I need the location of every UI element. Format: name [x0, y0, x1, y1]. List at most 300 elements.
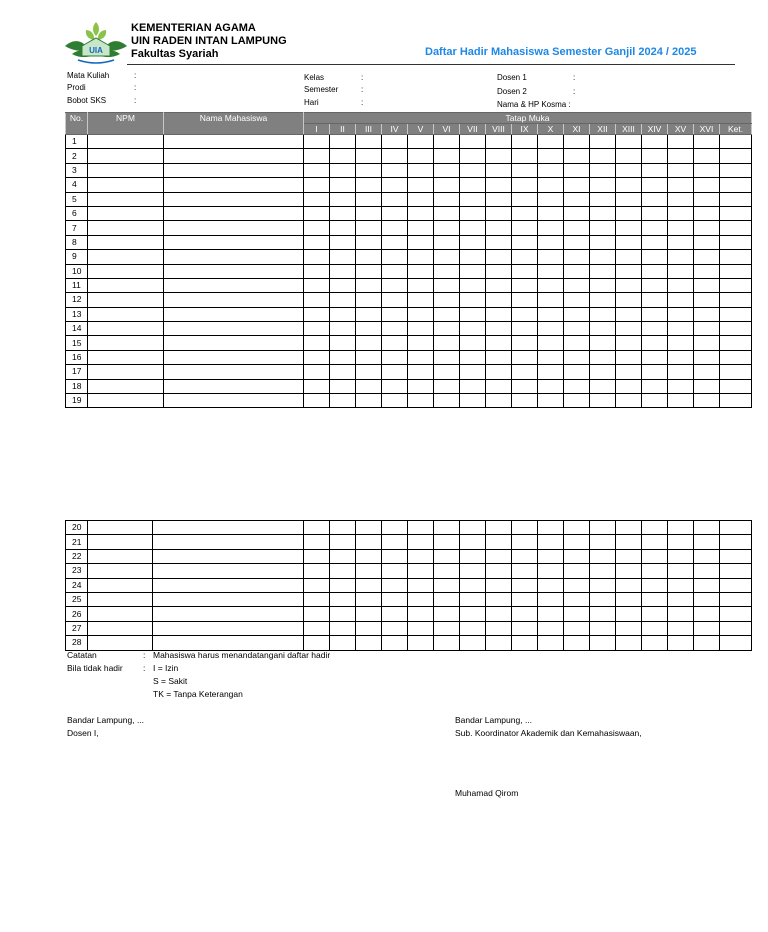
attendance-cell[interactable]: [512, 535, 538, 549]
attendance-cell[interactable]: [590, 264, 616, 278]
attendance-cell[interactable]: [330, 163, 356, 177]
attendance-cell[interactable]: [434, 350, 460, 364]
attendance-cell[interactable]: [668, 278, 694, 292]
attendance-cell[interactable]: [330, 178, 356, 192]
attendance-cell[interactable]: [564, 235, 590, 249]
attendance-cell[interactable]: [486, 192, 512, 206]
attendance-cell[interactable]: [642, 235, 668, 249]
attendance-cell[interactable]: [616, 350, 642, 364]
attendance-cell[interactable]: [616, 621, 642, 635]
attendance-cell[interactable]: [460, 621, 486, 635]
attendance-cell[interactable]: [642, 192, 668, 206]
attendance-cell[interactable]: [668, 206, 694, 220]
attendance-cell[interactable]: [460, 163, 486, 177]
attendance-cell[interactable]: [486, 235, 512, 249]
attendance-cell[interactable]: [590, 293, 616, 307]
attendance-cell[interactable]: [642, 535, 668, 549]
attendance-cell[interactable]: [538, 636, 564, 650]
attendance-cell[interactable]: [694, 135, 720, 149]
attendance-cell[interactable]: [538, 365, 564, 379]
attendance-cell[interactable]: [356, 365, 382, 379]
npm-cell[interactable]: [88, 394, 164, 408]
attendance-cell[interactable]: [616, 336, 642, 350]
attendance-cell[interactable]: [408, 278, 434, 292]
attendance-cell[interactable]: [538, 394, 564, 408]
attendance-cell[interactable]: [330, 394, 356, 408]
attendance-cell[interactable]: [720, 394, 752, 408]
attendance-cell[interactable]: [512, 163, 538, 177]
attendance-cell[interactable]: [486, 365, 512, 379]
attendance-cell[interactable]: [408, 621, 434, 635]
attendance-cell[interactable]: [538, 293, 564, 307]
attendance-cell[interactable]: [304, 549, 330, 563]
attendance-cell[interactable]: [330, 206, 356, 220]
attendance-cell[interactable]: [434, 235, 460, 249]
attendance-cell[interactable]: [356, 178, 382, 192]
attendance-cell[interactable]: [512, 322, 538, 336]
attendance-cell[interactable]: [512, 221, 538, 235]
attendance-cell[interactable]: [330, 564, 356, 578]
attendance-cell[interactable]: [460, 336, 486, 350]
attendance-cell[interactable]: [590, 521, 616, 535]
attendance-cell[interactable]: [460, 250, 486, 264]
attendance-cell[interactable]: [434, 578, 460, 592]
npm-cell[interactable]: [88, 578, 153, 592]
attendance-cell[interactable]: [694, 178, 720, 192]
attendance-cell[interactable]: [434, 178, 460, 192]
attendance-cell[interactable]: [382, 621, 408, 635]
attendance-cell[interactable]: [720, 607, 752, 621]
attendance-cell[interactable]: [512, 264, 538, 278]
attendance-cell[interactable]: [408, 192, 434, 206]
name-cell[interactable]: [153, 592, 304, 606]
attendance-cell[interactable]: [330, 578, 356, 592]
attendance-cell[interactable]: [512, 365, 538, 379]
npm-cell[interactable]: [88, 307, 164, 321]
name-cell[interactable]: [153, 636, 304, 650]
attendance-cell[interactable]: [330, 149, 356, 163]
attendance-cell[interactable]: [512, 278, 538, 292]
attendance-cell[interactable]: [668, 607, 694, 621]
attendance-cell[interactable]: [408, 149, 434, 163]
attendance-cell[interactable]: [356, 293, 382, 307]
attendance-cell[interactable]: [616, 394, 642, 408]
name-cell[interactable]: [164, 336, 304, 350]
attendance-cell[interactable]: [564, 264, 590, 278]
attendance-cell[interactable]: [330, 535, 356, 549]
attendance-cell[interactable]: [538, 192, 564, 206]
attendance-cell[interactable]: [564, 336, 590, 350]
attendance-cell[interactable]: [642, 564, 668, 578]
attendance-cell[interactable]: [564, 192, 590, 206]
attendance-cell[interactable]: [668, 350, 694, 364]
attendance-cell[interactable]: [512, 394, 538, 408]
attendance-cell[interactable]: [486, 250, 512, 264]
attendance-cell[interactable]: [538, 379, 564, 393]
attendance-cell[interactable]: [408, 135, 434, 149]
attendance-cell[interactable]: [512, 235, 538, 249]
attendance-cell[interactable]: [486, 322, 512, 336]
attendance-cell[interactable]: [564, 535, 590, 549]
attendance-cell[interactable]: [538, 307, 564, 321]
attendance-cell[interactable]: [720, 192, 752, 206]
attendance-cell[interactable]: [408, 564, 434, 578]
attendance-cell[interactable]: [590, 192, 616, 206]
attendance-cell[interactable]: [304, 135, 330, 149]
attendance-cell[interactable]: [382, 149, 408, 163]
attendance-cell[interactable]: [694, 394, 720, 408]
name-cell[interactable]: [153, 521, 304, 535]
attendance-cell[interactable]: [564, 250, 590, 264]
name-cell[interactable]: [164, 307, 304, 321]
attendance-cell[interactable]: [616, 206, 642, 220]
attendance-cell[interactable]: [616, 564, 642, 578]
attendance-cell[interactable]: [590, 535, 616, 549]
attendance-cell[interactable]: [564, 135, 590, 149]
attendance-cell[interactable]: [304, 350, 330, 364]
attendance-cell[interactable]: [616, 163, 642, 177]
attendance-cell[interactable]: [382, 636, 408, 650]
attendance-cell[interactable]: [330, 307, 356, 321]
attendance-cell[interactable]: [486, 394, 512, 408]
npm-cell[interactable]: [88, 521, 153, 535]
attendance-cell[interactable]: [642, 307, 668, 321]
attendance-cell[interactable]: [304, 235, 330, 249]
attendance-cell[interactable]: [564, 564, 590, 578]
attendance-cell[interactable]: [460, 535, 486, 549]
npm-cell[interactable]: [88, 350, 164, 364]
attendance-cell[interactable]: [642, 149, 668, 163]
attendance-cell[interactable]: [408, 336, 434, 350]
attendance-cell[interactable]: [616, 322, 642, 336]
attendance-cell[interactable]: [564, 621, 590, 635]
attendance-cell[interactable]: [564, 521, 590, 535]
attendance-cell[interactable]: [538, 278, 564, 292]
name-cell[interactable]: [164, 221, 304, 235]
attendance-cell[interactable]: [590, 350, 616, 364]
attendance-cell[interactable]: [460, 293, 486, 307]
attendance-cell[interactable]: [720, 264, 752, 278]
attendance-cell[interactable]: [538, 178, 564, 192]
attendance-cell[interactable]: [304, 394, 330, 408]
attendance-cell[interactable]: [434, 264, 460, 278]
name-cell[interactable]: [153, 549, 304, 563]
attendance-cell[interactable]: [330, 607, 356, 621]
attendance-cell[interactable]: [460, 264, 486, 278]
npm-cell[interactable]: [88, 636, 153, 650]
npm-cell[interactable]: [88, 250, 164, 264]
attendance-cell[interactable]: [642, 621, 668, 635]
attendance-cell[interactable]: [512, 206, 538, 220]
attendance-cell[interactable]: [512, 293, 538, 307]
attendance-cell[interactable]: [668, 394, 694, 408]
attendance-cell[interactable]: [330, 278, 356, 292]
attendance-cell[interactable]: [330, 264, 356, 278]
attendance-cell[interactable]: [668, 365, 694, 379]
attendance-cell[interactable]: [720, 365, 752, 379]
attendance-cell[interactable]: [720, 221, 752, 235]
attendance-cell[interactable]: [616, 549, 642, 563]
attendance-cell[interactable]: [642, 135, 668, 149]
attendance-cell[interactable]: [434, 293, 460, 307]
npm-cell[interactable]: [88, 379, 164, 393]
name-cell[interactable]: [164, 192, 304, 206]
attendance-cell[interactable]: [486, 163, 512, 177]
attendance-cell[interactable]: [616, 307, 642, 321]
attendance-cell[interactable]: [668, 149, 694, 163]
attendance-cell[interactable]: [382, 549, 408, 563]
attendance-cell[interactable]: [408, 221, 434, 235]
attendance-cell[interactable]: [460, 592, 486, 606]
attendance-cell[interactable]: [408, 206, 434, 220]
name-cell[interactable]: [153, 578, 304, 592]
attendance-cell[interactable]: [616, 221, 642, 235]
attendance-cell[interactable]: [330, 293, 356, 307]
attendance-cell[interactable]: [434, 535, 460, 549]
attendance-cell[interactable]: [512, 307, 538, 321]
attendance-cell[interactable]: [356, 336, 382, 350]
attendance-cell[interactable]: [330, 592, 356, 606]
attendance-cell[interactable]: [512, 250, 538, 264]
npm-cell[interactable]: [88, 592, 153, 606]
attendance-cell[interactable]: [642, 350, 668, 364]
attendance-cell[interactable]: [434, 221, 460, 235]
attendance-cell[interactable]: [668, 163, 694, 177]
attendance-cell[interactable]: [382, 535, 408, 549]
attendance-cell[interactable]: [538, 607, 564, 621]
attendance-cell[interactable]: [590, 564, 616, 578]
attendance-cell[interactable]: [538, 521, 564, 535]
attendance-cell[interactable]: [720, 535, 752, 549]
attendance-cell[interactable]: [434, 394, 460, 408]
attendance-cell[interactable]: [460, 521, 486, 535]
attendance-cell[interactable]: [382, 206, 408, 220]
attendance-cell[interactable]: [330, 135, 356, 149]
attendance-cell[interactable]: [330, 365, 356, 379]
attendance-cell[interactable]: [460, 350, 486, 364]
attendance-cell[interactable]: [668, 549, 694, 563]
npm-cell[interactable]: [88, 192, 164, 206]
attendance-cell[interactable]: [694, 235, 720, 249]
attendance-cell[interactable]: [538, 135, 564, 149]
name-cell[interactable]: [164, 365, 304, 379]
attendance-cell[interactable]: [694, 621, 720, 635]
attendance-cell[interactable]: [408, 250, 434, 264]
attendance-cell[interactable]: [538, 592, 564, 606]
attendance-cell[interactable]: [408, 235, 434, 249]
npm-cell[interactable]: [88, 564, 153, 578]
attendance-cell[interactable]: [642, 549, 668, 563]
attendance-cell[interactable]: [538, 322, 564, 336]
attendance-cell[interactable]: [486, 178, 512, 192]
attendance-cell[interactable]: [356, 592, 382, 606]
attendance-cell[interactable]: [590, 206, 616, 220]
attendance-cell[interactable]: [408, 394, 434, 408]
attendance-cell[interactable]: [408, 379, 434, 393]
attendance-cell[interactable]: [668, 578, 694, 592]
attendance-cell[interactable]: [720, 549, 752, 563]
attendance-cell[interactable]: [382, 250, 408, 264]
name-cell[interactable]: [164, 264, 304, 278]
attendance-cell[interactable]: [616, 250, 642, 264]
attendance-cell[interactable]: [720, 350, 752, 364]
attendance-cell[interactable]: [356, 549, 382, 563]
attendance-cell[interactable]: [460, 578, 486, 592]
attendance-cell[interactable]: [460, 564, 486, 578]
attendance-cell[interactable]: [720, 307, 752, 321]
attendance-cell[interactable]: [720, 293, 752, 307]
name-cell[interactable]: [164, 178, 304, 192]
attendance-cell[interactable]: [642, 322, 668, 336]
attendance-cell[interactable]: [356, 350, 382, 364]
attendance-cell[interactable]: [616, 535, 642, 549]
attendance-cell[interactable]: [538, 621, 564, 635]
attendance-cell[interactable]: [356, 192, 382, 206]
attendance-cell[interactable]: [382, 235, 408, 249]
attendance-cell[interactable]: [382, 135, 408, 149]
attendance-cell[interactable]: [668, 293, 694, 307]
attendance-cell[interactable]: [382, 264, 408, 278]
attendance-cell[interactable]: [590, 322, 616, 336]
attendance-cell[interactable]: [356, 379, 382, 393]
attendance-cell[interactable]: [720, 336, 752, 350]
attendance-cell[interactable]: [460, 221, 486, 235]
attendance-cell[interactable]: [694, 592, 720, 606]
name-cell[interactable]: [153, 607, 304, 621]
attendance-cell[interactable]: [486, 592, 512, 606]
attendance-cell[interactable]: [538, 578, 564, 592]
attendance-cell[interactable]: [564, 221, 590, 235]
attendance-cell[interactable]: [642, 163, 668, 177]
attendance-cell[interactable]: [642, 221, 668, 235]
attendance-cell[interactable]: [668, 221, 694, 235]
attendance-cell[interactable]: [460, 206, 486, 220]
attendance-cell[interactable]: [460, 322, 486, 336]
attendance-cell[interactable]: [694, 578, 720, 592]
attendance-cell[interactable]: [694, 636, 720, 650]
attendance-cell[interactable]: [486, 521, 512, 535]
attendance-cell[interactable]: [694, 221, 720, 235]
attendance-cell[interactable]: [434, 278, 460, 292]
attendance-cell[interactable]: [564, 592, 590, 606]
attendance-cell[interactable]: [434, 250, 460, 264]
name-cell[interactable]: [164, 293, 304, 307]
attendance-cell[interactable]: [616, 521, 642, 535]
attendance-cell[interactable]: [408, 607, 434, 621]
attendance-cell[interactable]: [434, 621, 460, 635]
attendance-cell[interactable]: [590, 178, 616, 192]
attendance-cell[interactable]: [616, 592, 642, 606]
attendance-cell[interactable]: [720, 250, 752, 264]
attendance-cell[interactable]: [720, 322, 752, 336]
attendance-cell[interactable]: [304, 163, 330, 177]
attendance-cell[interactable]: [538, 206, 564, 220]
attendance-cell[interactable]: [486, 350, 512, 364]
attendance-cell[interactable]: [486, 564, 512, 578]
attendance-cell[interactable]: [694, 336, 720, 350]
attendance-cell[interactable]: [720, 564, 752, 578]
attendance-cell[interactable]: [486, 621, 512, 635]
name-cell[interactable]: [164, 278, 304, 292]
attendance-cell[interactable]: [694, 163, 720, 177]
attendance-cell[interactable]: [668, 379, 694, 393]
name-cell[interactable]: [164, 135, 304, 149]
attendance-cell[interactable]: [356, 135, 382, 149]
attendance-cell[interactable]: [304, 278, 330, 292]
attendance-cell[interactable]: [460, 307, 486, 321]
attendance-cell[interactable]: [382, 178, 408, 192]
attendance-cell[interactable]: [694, 307, 720, 321]
attendance-cell[interactable]: [382, 293, 408, 307]
name-cell[interactable]: [153, 564, 304, 578]
attendance-cell[interactable]: [304, 379, 330, 393]
attendance-cell[interactable]: [590, 307, 616, 321]
attendance-cell[interactable]: [408, 521, 434, 535]
attendance-cell[interactable]: [642, 578, 668, 592]
attendance-cell[interactable]: [590, 163, 616, 177]
npm-cell[interactable]: [88, 621, 153, 635]
attendance-cell[interactable]: [538, 336, 564, 350]
attendance-cell[interactable]: [590, 278, 616, 292]
attendance-cell[interactable]: [330, 636, 356, 650]
attendance-cell[interactable]: [330, 379, 356, 393]
attendance-cell[interactable]: [616, 178, 642, 192]
attendance-cell[interactable]: [694, 278, 720, 292]
attendance-cell[interactable]: [460, 394, 486, 408]
attendance-cell[interactable]: [538, 564, 564, 578]
attendance-cell[interactable]: [304, 564, 330, 578]
attendance-cell[interactable]: [408, 549, 434, 563]
attendance-cell[interactable]: [642, 394, 668, 408]
attendance-cell[interactable]: [668, 250, 694, 264]
attendance-cell[interactable]: [408, 350, 434, 364]
attendance-cell[interactable]: [616, 607, 642, 621]
attendance-cell[interactable]: [408, 578, 434, 592]
npm-cell[interactable]: [88, 178, 164, 192]
attendance-cell[interactable]: [304, 578, 330, 592]
name-cell[interactable]: [164, 350, 304, 364]
attendance-cell[interactable]: [382, 322, 408, 336]
attendance-cell[interactable]: [694, 607, 720, 621]
attendance-cell[interactable]: [720, 149, 752, 163]
attendance-cell[interactable]: [408, 264, 434, 278]
attendance-cell[interactable]: [590, 636, 616, 650]
attendance-cell[interactable]: [486, 293, 512, 307]
attendance-cell[interactable]: [356, 394, 382, 408]
attendance-cell[interactable]: [460, 149, 486, 163]
attendance-cell[interactable]: [720, 521, 752, 535]
name-cell[interactable]: [164, 250, 304, 264]
attendance-cell[interactable]: [538, 235, 564, 249]
attendance-cell[interactable]: [304, 206, 330, 220]
attendance-cell[interactable]: [486, 307, 512, 321]
attendance-cell[interactable]: [590, 250, 616, 264]
attendance-cell[interactable]: [668, 192, 694, 206]
npm-cell[interactable]: [88, 149, 164, 163]
name-cell[interactable]: [164, 206, 304, 220]
attendance-cell[interactable]: [720, 578, 752, 592]
attendance-cell[interactable]: [668, 535, 694, 549]
attendance-cell[interactable]: [434, 322, 460, 336]
attendance-cell[interactable]: [564, 394, 590, 408]
attendance-cell[interactable]: [668, 564, 694, 578]
attendance-cell[interactable]: [330, 322, 356, 336]
attendance-cell[interactable]: [538, 221, 564, 235]
attendance-cell[interactable]: [616, 578, 642, 592]
attendance-cell[interactable]: [512, 578, 538, 592]
attendance-cell[interactable]: [304, 636, 330, 650]
attendance-cell[interactable]: [434, 307, 460, 321]
